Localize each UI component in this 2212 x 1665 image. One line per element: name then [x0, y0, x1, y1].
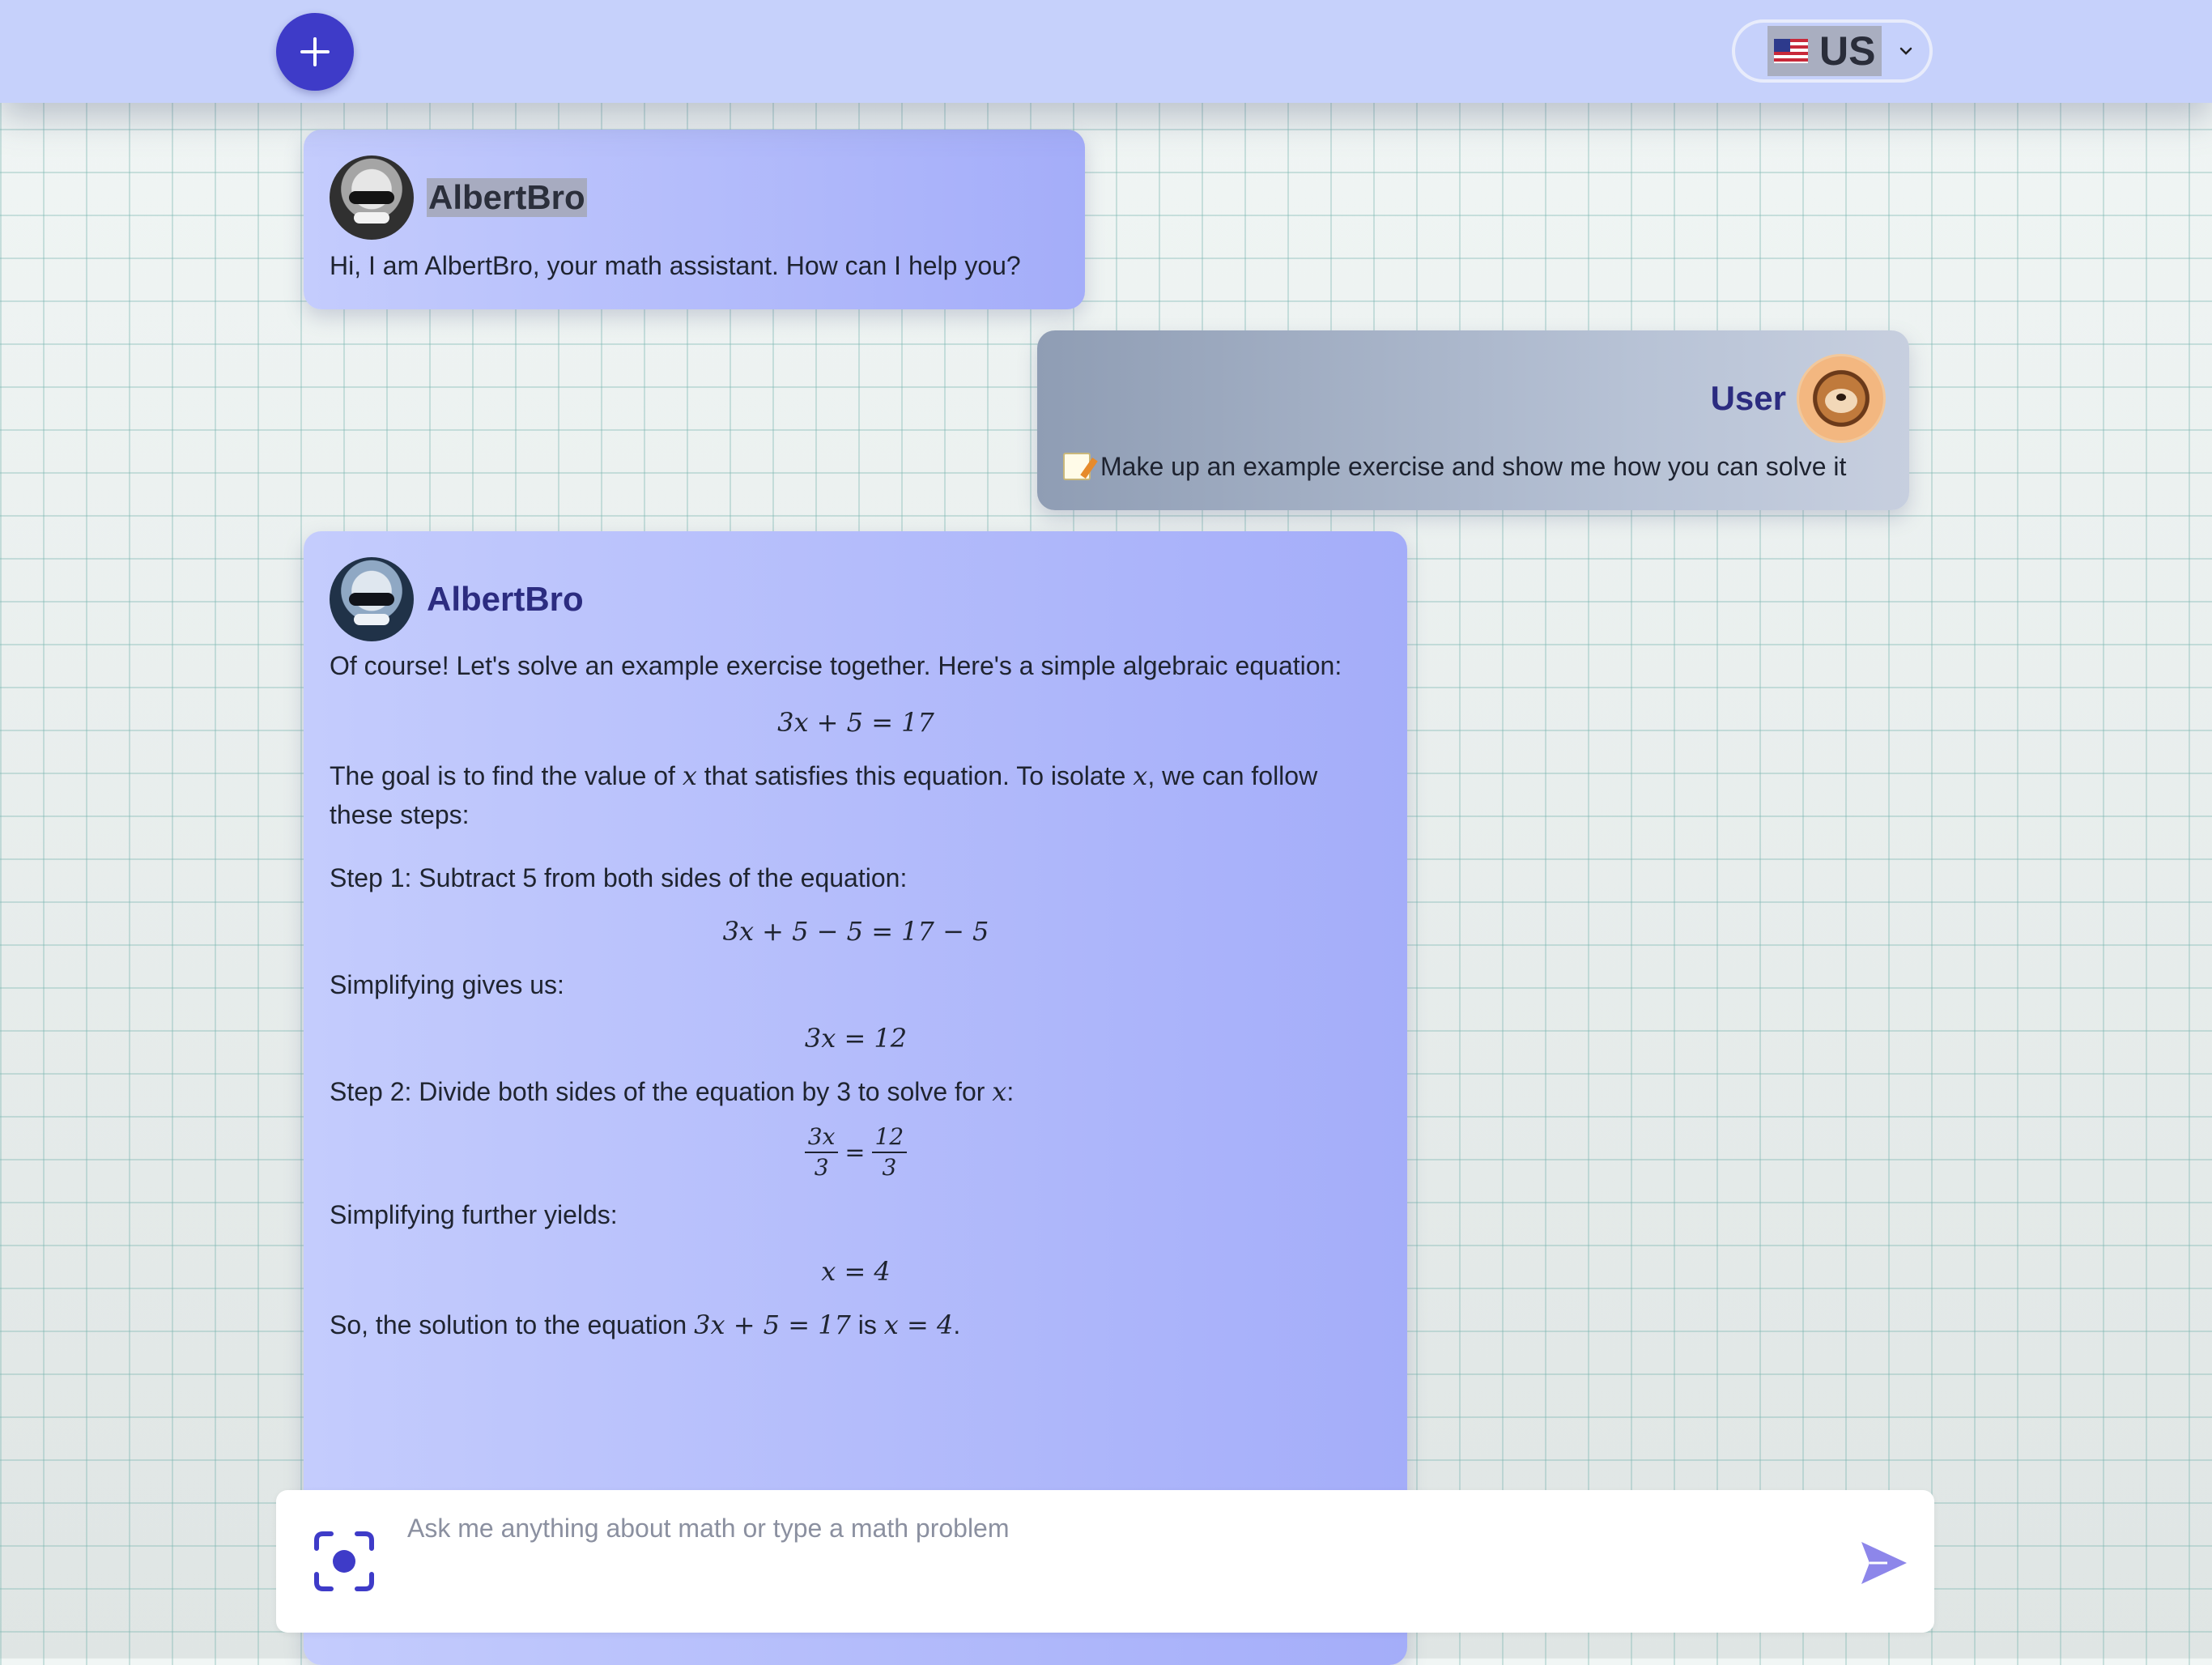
equation: 3x = 12 [804, 1023, 908, 1054]
message-content [330, 646, 1382, 1344]
goal-text [330, 756, 1382, 834]
text-span: The goal is to find the value of [330, 761, 683, 790]
albert-avatar [330, 155, 414, 240]
math-inline: 3x + 5 = 17 [694, 1309, 851, 1340]
simplify-text: Simplifying further yields: [330, 1200, 618, 1229]
text-span: is [850, 1310, 884, 1339]
math-variable: x [992, 1076, 1007, 1107]
text-span: that satisfies this equation. To isolate [696, 761, 1134, 790]
step2-text [330, 1072, 1382, 1111]
numerator: 3x [805, 1122, 839, 1153]
equation: 3x + 5 − 5 = 17 − 5 [722, 916, 989, 947]
intro-text: Of course! Let's solve an example exercise together. Here's a simple algebraic equation: [330, 651, 1342, 680]
message-text: Make up an example exercise and show me how you can solve it [1100, 452, 1847, 481]
step1-text: Step 1: Subtract 5 from both sides of the equation: [330, 863, 908, 892]
chevron-down-icon [1895, 40, 1916, 62]
denominator: 3 [814, 1154, 829, 1181]
send-button[interactable] [1858, 1539, 1910, 1587]
language-chip [1767, 26, 1882, 76]
memo-icon [1063, 453, 1091, 480]
equation-block [330, 703, 1382, 742]
text-span: So, the solution to the equation [330, 1310, 695, 1339]
math-variable: x [1133, 760, 1148, 791]
equation-block [330, 1019, 1382, 1058]
math-inline: x = 4 [883, 1309, 954, 1340]
message-text: Hi, I am AlbertBro, your math assistant. How can I help you? [330, 251, 1021, 280]
sender-name: AlbertBro [428, 178, 585, 216]
albert-avatar [330, 557, 414, 641]
chat-input[interactable] [406, 1503, 1785, 1553]
text-span: . [953, 1310, 961, 1339]
message-text-row [1063, 447, 1846, 486]
message-header [330, 557, 584, 641]
send-icon [1858, 1539, 1910, 1587]
new-chat-button[interactable] [276, 13, 354, 91]
language-code: US [1819, 28, 1876, 74]
equation-block [330, 1252, 1382, 1291]
solution-text [330, 1305, 1382, 1344]
beaver-avatar [1799, 356, 1883, 441]
equals-sign: = [844, 1138, 866, 1167]
equation: 3x + 5 = 17 [777, 707, 934, 738]
text-span: : [1006, 1077, 1015, 1106]
us-flag-icon [1774, 39, 1808, 63]
math-variable: x [682, 760, 697, 791]
message-header [330, 155, 587, 240]
text-span: Step 2: Divide both sides of the equation by 3 to solve for [330, 1077, 993, 1106]
chat-input-box [276, 1490, 1934, 1633]
equation: x = 4 [821, 1256, 891, 1287]
denominator: 3 [882, 1154, 897, 1181]
user-message [1037, 330, 1909, 510]
camera-scan-icon [312, 1529, 376, 1594]
bot-message [304, 130, 1085, 309]
equation-block [330, 912, 1382, 951]
fraction-right [872, 1122, 908, 1182]
numerator: 12 [872, 1122, 908, 1153]
sender-name: AlbertBro [427, 580, 584, 618]
message-header [1711, 356, 1883, 441]
plus-icon [297, 34, 333, 70]
language-select[interactable] [1732, 19, 1933, 83]
text-span: , we can follow these steps: [330, 761, 1318, 829]
top-bar [0, 0, 2212, 103]
fraction-left [805, 1122, 839, 1182]
simplify-text: Simplifying gives us: [330, 970, 564, 999]
fraction-equation [330, 1122, 1382, 1182]
camera-button[interactable] [312, 1529, 376, 1594]
sender-name: User [1710, 379, 1786, 417]
